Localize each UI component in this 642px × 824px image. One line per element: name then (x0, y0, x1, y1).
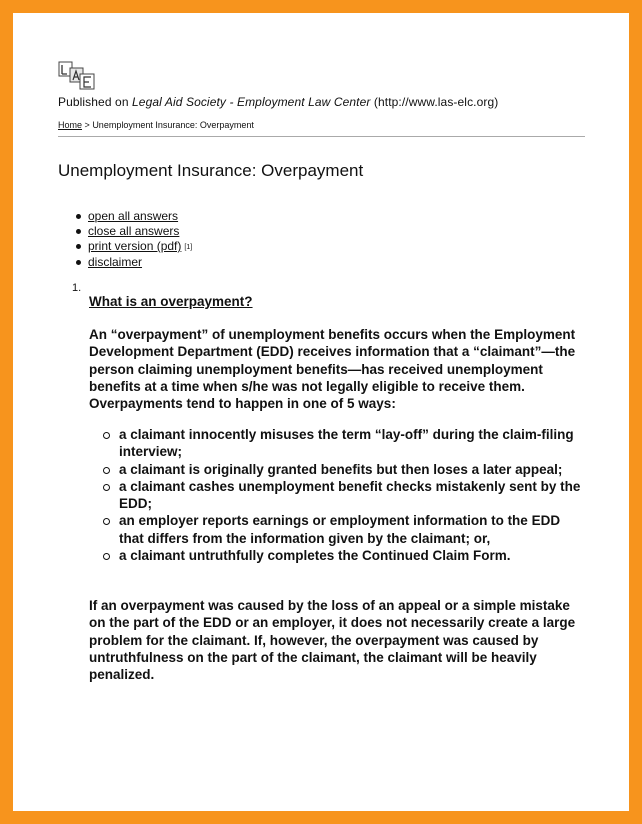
print-version-link[interactable]: print version (pdf) (88, 239, 182, 253)
list-item (76, 239, 192, 255)
document-page (13, 13, 629, 811)
disclaimer-link[interactable]: disclaimer (88, 255, 143, 269)
footnote-ref: [1] (184, 244, 193, 251)
list-item (76, 224, 192, 239)
answer-paragraph-2: If an overpayment was caused by the loss of an appeal or a simple mistake on the part of the EDD or an employer, it does not necessarily create a large problem for the claimant. If, however, the overpayment was caused by untruthfulness on the part of the claimant, the claimant will be heavily penalized. (89, 598, 576, 683)
list-item: a claimant cashes unemployment benefit checks mistakenly sent by the EDD; (103, 478, 583, 513)
breadcrumb-separator: > (84, 120, 90, 130)
answer-links-list (76, 209, 192, 270)
breadcrumb-current: Unemployment Insurance: Overpayment (92, 120, 254, 130)
site-name: Legal Aid Society - Employment Law Center (132, 95, 371, 109)
close-all-answers-link[interactable]: close all answers (88, 224, 180, 238)
question-heading[interactable]: What is an overpayment? (89, 294, 253, 309)
list-item (76, 255, 192, 270)
breadcrumb (58, 120, 254, 130)
question-number: 1. (72, 282, 82, 294)
breadcrumb-home-link[interactable]: Home (58, 120, 83, 130)
list-item: a claimant innocently misuses the term “lay-off” during the claim-filing interview; (103, 426, 583, 461)
list-item: a claimant untruthfully completes the Continued Claim Form. (103, 547, 583, 564)
list-item (76, 209, 192, 224)
list-item: a claimant is originally granted benefits but then loses a later appeal; (103, 461, 583, 478)
page-title: Unemployment Insurance: Overpayment (58, 161, 364, 180)
list-item: an employer reports earnings or employment information to the EDD that differs from the information given by the claimant; or, (103, 512, 583, 547)
site-url: (http://www.las-elc.org) (373, 95, 499, 109)
answer-paragraph-1: An “overpayment” of unemployment benefits occurs when the Employment Development Department (EDD) receives information that a “claimant”—the person claiming unemployment benefits—has received unemployment benefits at a time when s/he was not legally eligible to receive them. Overpayments tend to happen in one of 5 ways: (89, 327, 576, 412)
published-prefix: Published on (58, 95, 129, 109)
las-elc-logo (58, 60, 98, 94)
published-line (58, 95, 498, 109)
header-divider (58, 136, 585, 137)
overpayment-ways-list (103, 426, 583, 564)
open-all-answers-link[interactable]: open all answers (88, 209, 179, 223)
